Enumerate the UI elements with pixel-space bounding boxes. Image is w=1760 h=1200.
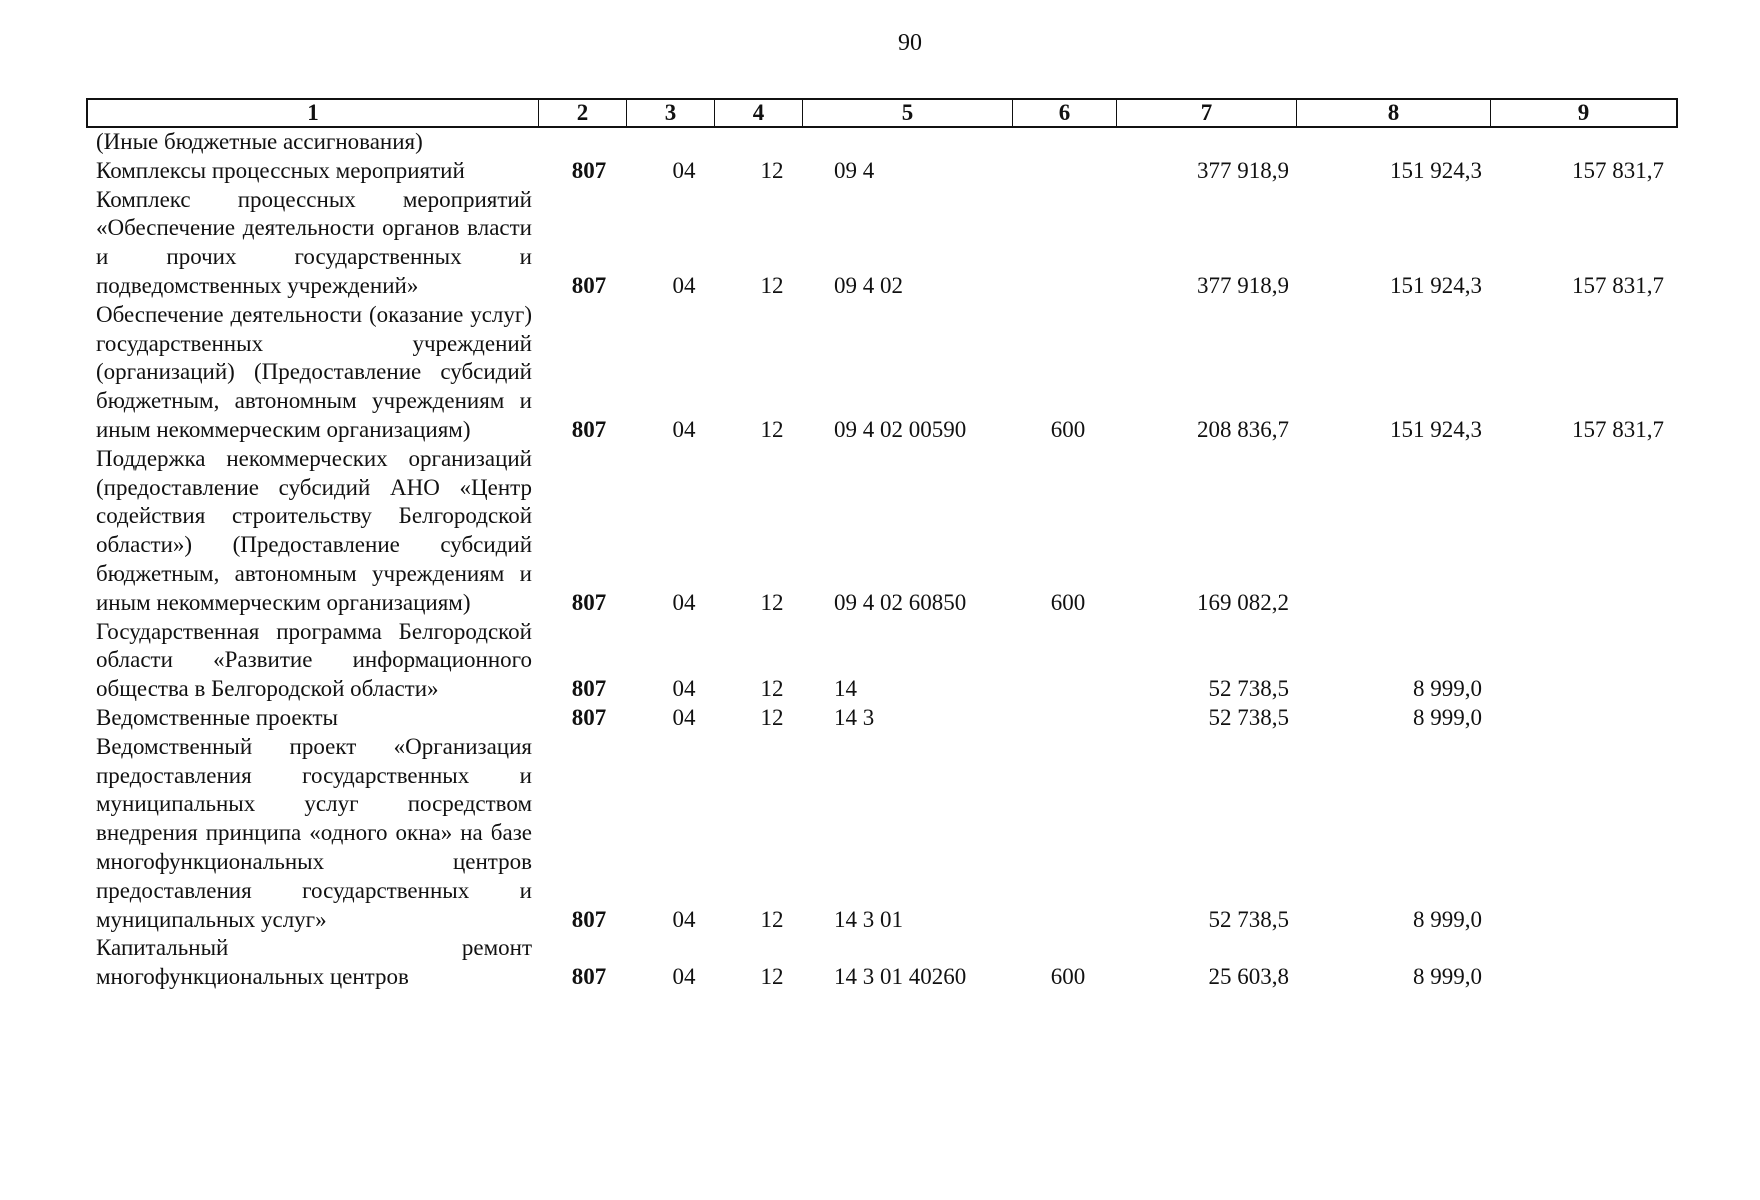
cell-col-7: 52 738,5	[1208, 676, 1289, 702]
cell-col-5: 09 4	[834, 157, 875, 183]
table-body	[96, 128, 1676, 992]
cell-col-6: 600	[1050, 416, 1086, 442]
table-row	[96, 157, 1676, 186]
cell-col-8: 8 999,0	[1413, 964, 1482, 990]
row-name: Ведомственный проект «Организация предоставления государственных и муниципальных услуг посредством внедрения принципа «одного окна» на базе многофункциональных центров предоставления государственных и муниципальных услуг»	[96, 733, 532, 932]
cell-col-4: 12	[760, 906, 784, 932]
cell-col-2: 807	[571, 589, 607, 615]
cell-col-3: 04	[672, 676, 696, 702]
cell-col-7: 52 738,5	[1208, 704, 1289, 730]
cell-col-7: 377 918,9	[1197, 272, 1289, 298]
cell-col-2: 807	[571, 676, 607, 702]
cell-col-8: 151 924,3	[1390, 157, 1482, 183]
header-col-4: 4	[714, 100, 802, 126]
cell-col-2: 807	[571, 157, 607, 183]
cell-col-2: 807	[571, 906, 607, 932]
cell-col-5: 09 4 02 60850	[834, 589, 967, 615]
row-name: (Иные бюджетные ассигнования)	[96, 129, 423, 154]
cell-col-6: 600	[1050, 589, 1086, 615]
row-name: Обеспечение деятельности (оказание услуг) государственных учреждений (организаций) (Предоставление субсидий бюджетным, автономным учреждениям и иным некоммерческим организациям)	[96, 301, 532, 442]
cell-col-7: 208 836,7	[1197, 416, 1289, 442]
cell-col-4: 12	[760, 157, 784, 183]
cell-col-5: 14	[834, 676, 857, 702]
cell-col-5: 09 4 02	[834, 272, 903, 298]
table-row	[96, 186, 1676, 301]
table-row	[96, 704, 1676, 733]
cell-col-5: 14 3	[834, 704, 875, 730]
cell-col-3: 04	[672, 157, 696, 183]
cell-col-2: 807	[571, 704, 607, 730]
cell-col-9: 157 831,7	[1572, 416, 1664, 442]
cell-col-2: 807	[571, 964, 607, 990]
cell-col-8: 151 924,3	[1390, 272, 1482, 298]
cell-col-4: 12	[760, 704, 784, 730]
cell-col-7: 52 738,5	[1208, 906, 1289, 932]
cell-col-5: 14 3 01 40260	[834, 964, 967, 990]
table-header	[86, 98, 1678, 128]
cell-col-4: 12	[760, 272, 784, 298]
cell-col-4: 12	[760, 676, 784, 702]
header-col-6: 6	[1012, 100, 1116, 126]
cell-col-3: 04	[672, 964, 696, 990]
cell-col-7: 25 603,8	[1208, 964, 1289, 990]
cell-col-4: 12	[760, 964, 784, 990]
row-name: Капитальный ремонт многофункциональных центров	[96, 935, 532, 990]
cell-col-4: 12	[760, 416, 784, 442]
header-col-8: 8	[1296, 100, 1490, 126]
page-number: 90	[898, 30, 922, 56]
cell-col-8: 151 924,3	[1390, 416, 1482, 442]
table-row	[96, 445, 1676, 618]
cell-col-7: 169 082,2	[1197, 589, 1289, 615]
cell-col-8: 8 999,0	[1413, 676, 1482, 702]
header-col-5: 5	[802, 100, 1012, 126]
cell-col-3: 04	[672, 416, 696, 442]
row-name: Комплекс процессных мероприятий «Обеспечение деятельности органов власти и прочих государственных и подведомственных учреждений»	[96, 186, 532, 298]
cell-col-2: 807	[571, 272, 607, 298]
table-row	[96, 618, 1676, 704]
table-row	[96, 128, 1676, 157]
cell-col-9: 157 831,7	[1572, 157, 1664, 183]
cell-col-8: 8 999,0	[1413, 906, 1482, 932]
table-row	[96, 733, 1676, 935]
cell-col-4: 12	[760, 589, 784, 615]
cell-col-3: 04	[672, 704, 696, 730]
cell-col-3: 04	[672, 272, 696, 298]
header-col-1: 1	[307, 100, 319, 125]
header-col-3: 3	[626, 100, 714, 126]
header-col-9: 9	[1490, 100, 1676, 126]
cell-col-6: 600	[1050, 964, 1086, 990]
cell-col-3: 04	[672, 906, 696, 932]
row-name: Государственная программа Белгородской области «Развитие информационного общества в Белгородской области»	[96, 618, 532, 702]
row-name: Комплексы процессных мероприятий	[96, 157, 465, 183]
table-row	[96, 301, 1676, 445]
cell-col-9: 157 831,7	[1572, 272, 1664, 298]
header-col-7: 7	[1116, 100, 1296, 126]
cell-col-2: 807	[571, 416, 607, 442]
cell-col-5: 14 3 01	[834, 906, 903, 932]
table-row	[96, 934, 1676, 992]
header-col-2: 2	[538, 100, 626, 126]
row-name: Поддержка некоммерческих организаций (предоставление субсидий АНО «Центр содействия строительству Белгородской области») (Предоставление субсидий бюджетным, автономным учреждениям и иным некоммерческим организациям)	[96, 445, 532, 615]
cell-col-8: 8 999,0	[1413, 704, 1482, 730]
cell-col-7: 377 918,9	[1197, 157, 1289, 183]
cell-col-5: 09 4 02 00590	[834, 416, 967, 442]
row-name: Ведомственные проекты	[96, 704, 338, 730]
cell-col-3: 04	[672, 589, 696, 615]
